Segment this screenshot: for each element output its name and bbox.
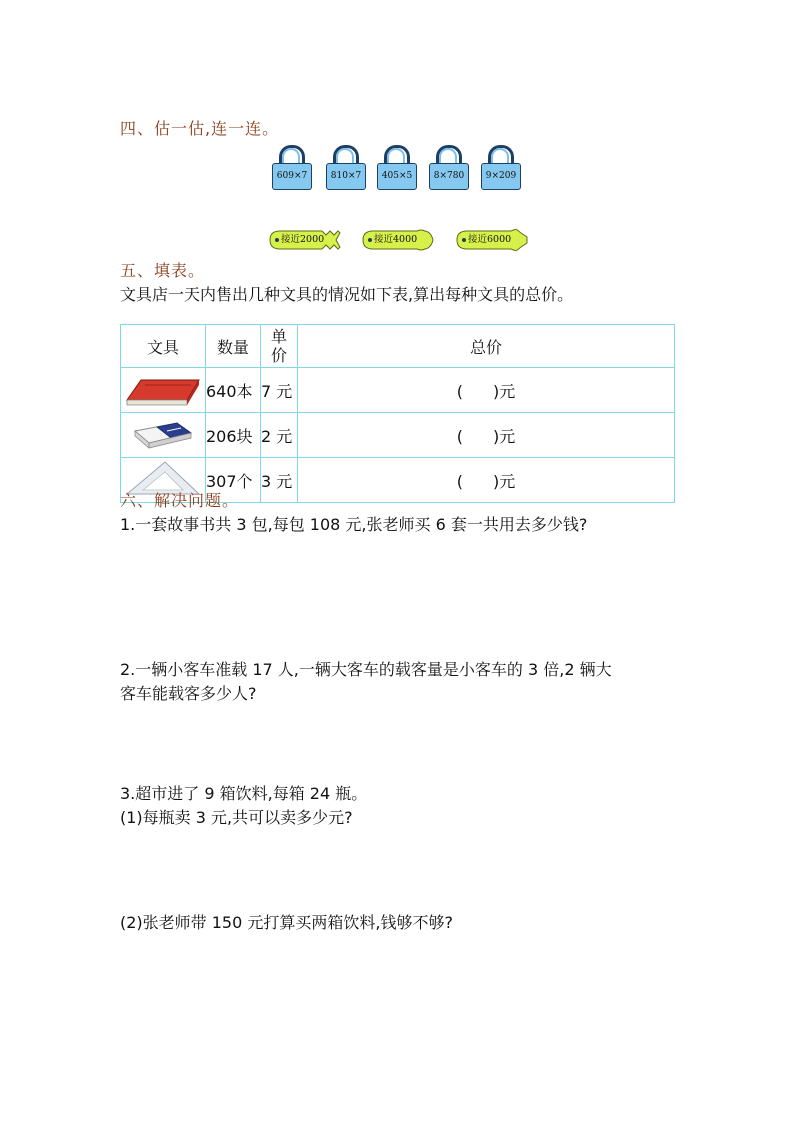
- table-row: [121, 368, 675, 413]
- lock-expression: 8×780: [429, 163, 469, 190]
- item-image-cell: [121, 413, 206, 458]
- header-item: 文具: [121, 325, 206, 368]
- header-unit-price: 单 价: [261, 325, 298, 368]
- lock-expression: 609×7: [272, 163, 312, 190]
- question-3-part-2: (2)张老师带 150 元打算买两箱饮料,钱够不够?: [120, 913, 453, 932]
- lock-icon[interactable]: [377, 145, 417, 190]
- lock-expression: 405×5: [377, 163, 417, 190]
- section-5-title: 五、填表。: [120, 261, 206, 280]
- question-3-part-1: (1)每瓶卖 3 元,共可以卖多少元?: [120, 808, 353, 827]
- total-cell[interactable]: ( )元: [298, 368, 675, 413]
- key-label: 接近2000: [281, 234, 325, 245]
- key-icon[interactable]: [266, 229, 342, 251]
- total-cell[interactable]: ( )元: [298, 458, 675, 503]
- qty-cell: 206块: [206, 413, 261, 458]
- price-cell: 2 元: [261, 413, 298, 458]
- price-cell: 3 元: [261, 458, 298, 503]
- lock-icon[interactable]: [481, 145, 521, 190]
- item-image-cell: [121, 368, 206, 413]
- question-1: 1.一套故事书共 3 包,每包 108 元,张老师买 6 套一共用去多少钱?: [120, 515, 588, 534]
- stationery-table: [120, 324, 675, 503]
- key-icon[interactable]: [359, 229, 435, 251]
- question-2-line-1: 2.一辆小客车准载 17 人,一辆大客车的载客量是小客车的 3 倍,2 辆大: [120, 660, 612, 679]
- lock-icon[interactable]: [429, 145, 469, 190]
- lock-expression: 810×7: [326, 163, 366, 190]
- qty-cell: 640本: [206, 368, 261, 413]
- header-qty: 数量: [206, 325, 261, 368]
- table-row: [121, 413, 675, 458]
- section-5-intro: 文具店一天内售出几种文具的情况如下表,算出每种文具的总价。: [120, 285, 574, 304]
- price-cell: 7 元: [261, 368, 298, 413]
- book-icon: [121, 368, 203, 408]
- table-header-row: [121, 325, 675, 368]
- header-total: 总价: [298, 325, 675, 368]
- key-label: 接近4000: [374, 234, 418, 245]
- total-cell[interactable]: ( )元: [298, 413, 675, 458]
- eraser-icon: [121, 413, 203, 453]
- lock-icon[interactable]: [272, 145, 312, 190]
- lock-icon[interactable]: [326, 145, 366, 190]
- key-label: 接近6000: [468, 234, 512, 245]
- key-icon[interactable]: [453, 229, 529, 251]
- question-3: 3.超市进了 9 箱饮料,每箱 24 瓶。: [120, 784, 368, 803]
- section-6-title: 六、解决问题。: [120, 491, 240, 510]
- section-4-title: 四、估一估,连一连。: [120, 119, 280, 138]
- lock-expression: 9×209: [481, 163, 521, 190]
- question-2-line-2: 客车能载客多少人?: [120, 684, 257, 703]
- qty-cell: 307个: [206, 458, 261, 503]
